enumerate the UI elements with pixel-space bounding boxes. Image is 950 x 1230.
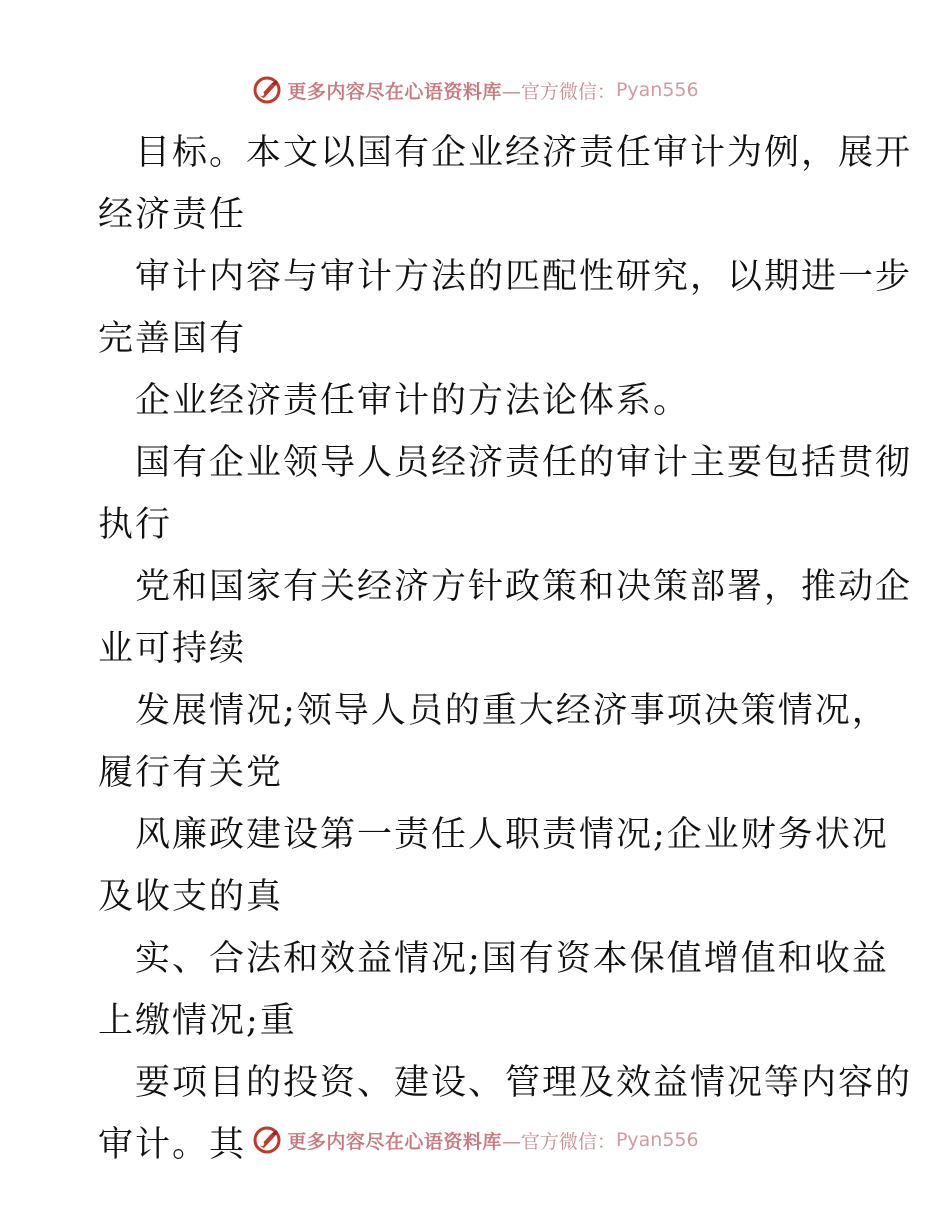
text-line: 及收支的真 — [98, 877, 284, 917]
watermark-contact-label: —官方微信： — [501, 1130, 616, 1153]
brand-logo-icon — [251, 1124, 283, 1156]
text-line: 上缴情况;重 — [98, 1001, 297, 1041]
text-line: 执行 — [98, 505, 173, 545]
footer-watermark — [0, 1122, 950, 1158]
text-line: 实、合法和效益情况;国有资本保值增值和收益 — [135, 939, 889, 979]
text-line: 党和国家有关经济方针政策和决策部署，推动企 — [135, 567, 913, 607]
watermark-brand: 更多内容尽在心语资料库 — [287, 1130, 502, 1153]
watermark-contact-label: —官方微信： — [501, 80, 616, 103]
text-line: 目标。本文以国有企业经济责任审计为例，展开 — [135, 133, 913, 173]
text-line: 经济责任 — [98, 195, 247, 235]
watermark-wechat-id: Pyan556 — [615, 79, 699, 101]
watermark-brand: 更多内容尽在心语资料库 — [287, 80, 502, 103]
text-line: 风廉政建设第一责任人职责情况;企业财务状况 — [135, 815, 889, 855]
text-line: 国有企业领导人员经济责任的审计主要包括贯彻 — [135, 443, 913, 483]
text-line: 发展情况;领导人员的重大经济事项决策情况， — [135, 691, 889, 731]
text-line: 企业经济责任审计的方法论体系。 — [135, 381, 691, 421]
text-line: 审计。其 — [98, 1125, 247, 1165]
text-line: 要项目的投资、建设、管理及效益情况等内容的 — [135, 1063, 913, 1103]
text-line: 业可持续 — [98, 629, 247, 669]
text-line: 履行有关党 — [98, 753, 284, 793]
text-line: 完善国有 — [98, 319, 247, 359]
header-watermark — [0, 72, 950, 108]
watermark-wechat-id: Pyan556 — [615, 1129, 699, 1151]
text-line: 审计内容与审计方法的匹配性研究，以期进一步 — [135, 257, 913, 297]
document-body — [98, 122, 913, 1176]
brand-logo-icon — [251, 74, 283, 106]
